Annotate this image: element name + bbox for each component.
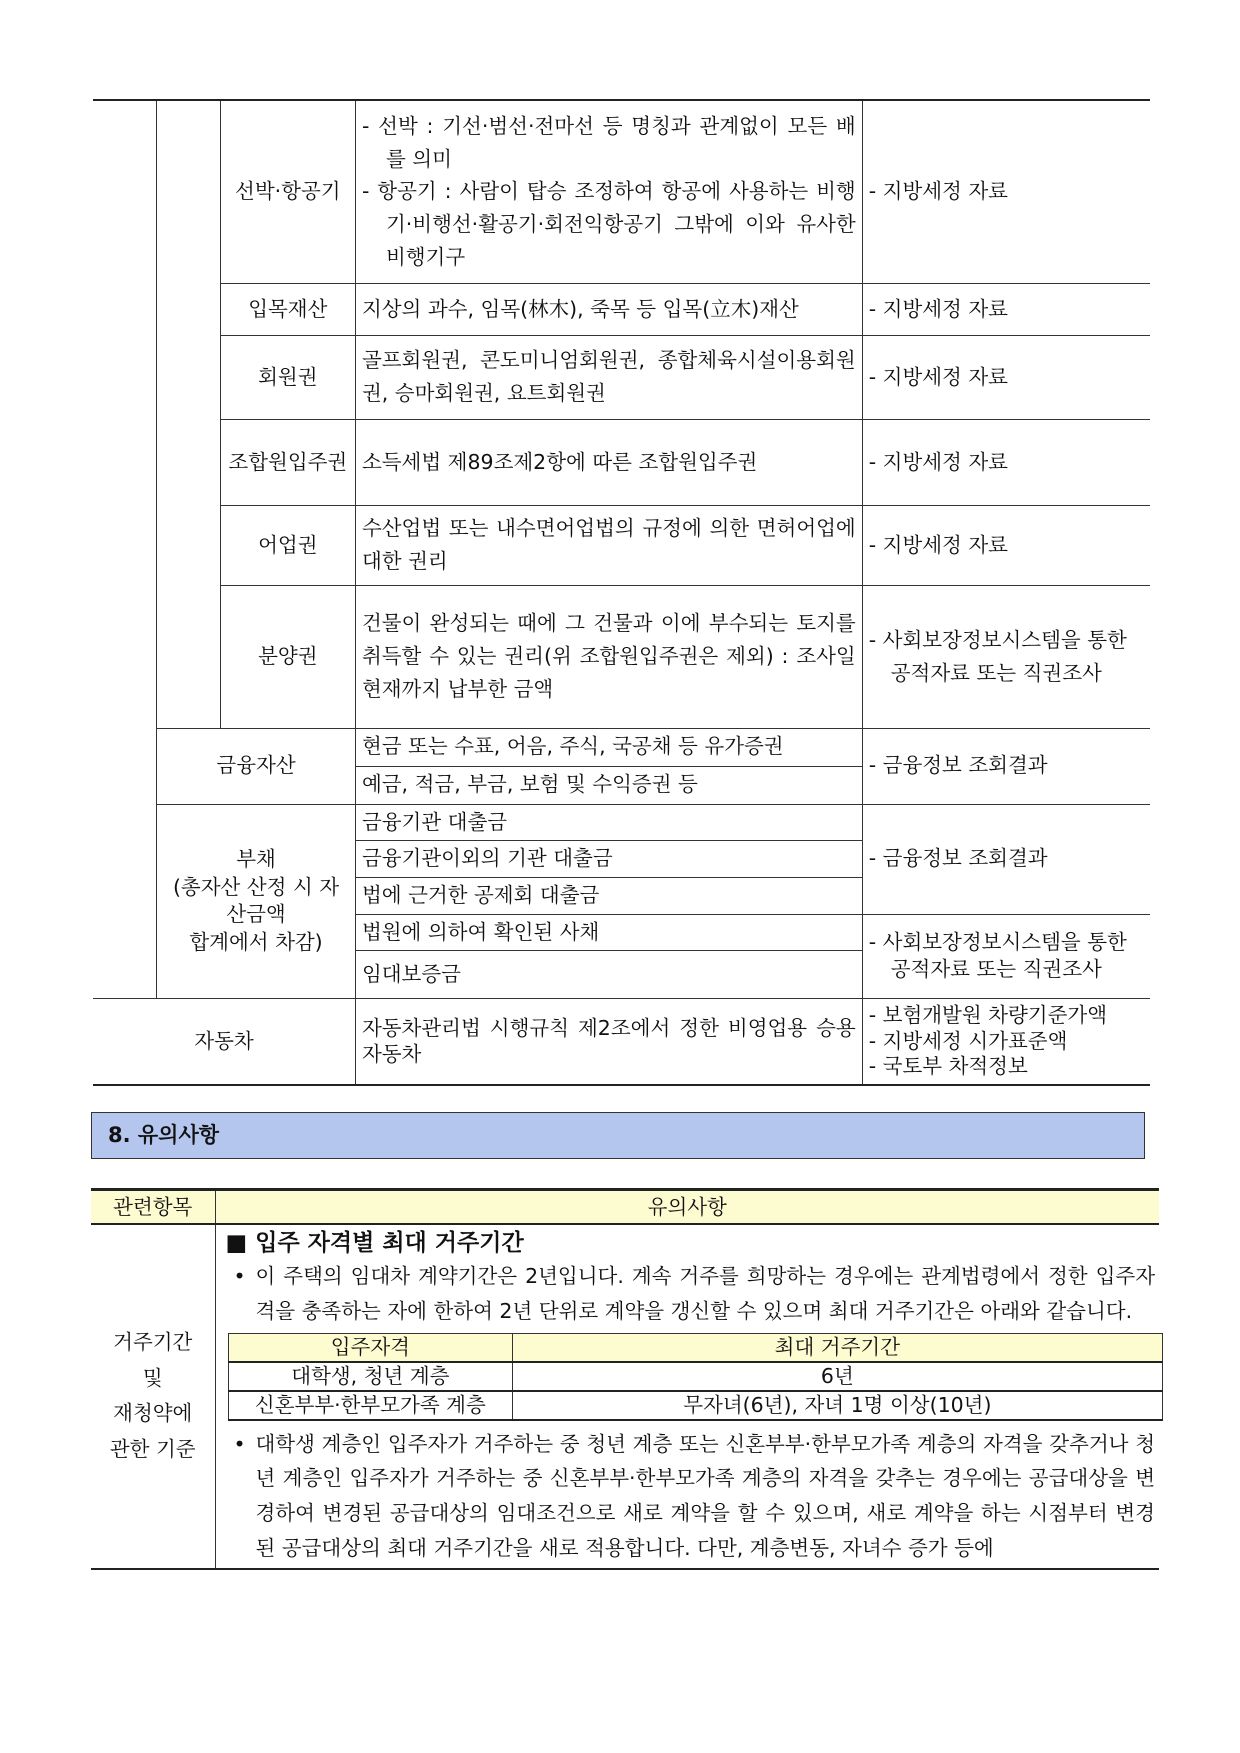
bullet-text: 이 주택의 임대차 계약기간은 2년입니다. 계속 거주를 희망하는 경우에는 관계법령에서 정한 입주자격을 충족하는 자에 한하여 2년 단위로 계약을 갱신할 수 있으며 최대 거주기간은 아래와 같습니다. (255, 1263, 1155, 1323)
description-line: - 선박 : 기선·범선·전마선 등 명칭과 관계없이 모든 배를 의미 (361, 113, 856, 171)
item-label: 회원권 (220, 335, 355, 419)
data-source: - 금융정보 조회결과 (862, 728, 1150, 804)
debt-item: 법원에 의하여 확인된 사채 (355, 914, 862, 951)
blank-cell (93, 728, 157, 999)
data-source (862, 585, 1150, 728)
blank-cell (93, 100, 157, 728)
table-header-row (91, 1190, 1159, 1225)
bullet-paragraph (226, 1427, 1156, 1566)
data-source: - 지방세정 자료 (862, 335, 1150, 419)
table-cell: 무자녀(6년), 자녀 1명 이상(10년) (513, 1391, 1162, 1420)
item-label: 조합원입주권 (220, 419, 355, 505)
car-label: 자동차 (93, 999, 355, 1085)
data-source: - 금융정보 조회결과 (862, 804, 1150, 914)
section-title: 8. 유의사항 (91, 1112, 1145, 1159)
item-description (355, 100, 862, 283)
section-heading: ■ 입주 자격별 최대 거주기간 (225, 1230, 524, 1256)
data-source: - 지방세정 자료 (862, 419, 1150, 505)
bullet-text: 대학생 계층인 입주자가 거주하는 중 청년 계층 또는 신혼부부·한부모가족 계층의 자격을 갖추거나 청년 계층인 입주자가 거주하는 중 신혼부부·한부모가족 계층의 자격을 갖추는 경우에는 공급대상을 변경하여 변경된 공급대상의 임대조건으로 새로 계약을 할 수 있으며, 새로 계약을 하는 시점부터 변경된 공급대상의 최대 거주기간을 새로 적용합니다. 다만, 계층변동, 자녀수 증가 등에 (255, 1431, 1155, 1561)
asset-table (93, 99, 1150, 1086)
bullet-icon: • (233, 1263, 246, 1288)
item-description: 지상의 과수, 임목(林木), 죽목 등 입목(立木)재산 (355, 283, 862, 335)
item-label: 거주기간 및 재청약에 관한 기준 (91, 1224, 215, 1569)
data-source (862, 914, 1150, 999)
source-text: - 지방세정 시가표준액 (868, 1028, 1068, 1053)
item-label: 입목재산 (220, 283, 355, 335)
financial-label: 금융자산 (157, 728, 356, 804)
bullet-paragraph (226, 1259, 1156, 1329)
table-row (93, 335, 1150, 419)
data-source: - 지방세정 자료 (862, 100, 1150, 283)
notes-content (215, 1224, 1159, 1569)
table-row (93, 283, 1150, 335)
column-header: 최대 거주기간 (513, 1333, 1162, 1362)
table-row (91, 1224, 1159, 1569)
item-description: 건물이 완성되는 때에 그 건물과 이에 부수되는 토지를 취득할 수 있는 권리(위 조합원입주권은 제외) : 조사일 현재까지 납부한 금액 (355, 585, 862, 728)
debt-item: 금융기관이외의 기관 대출금 (355, 841, 862, 878)
item-description: 골프회원권, 콘도미니엄회원권, 종합체육시설이용회원권, 승마회원권, 요트회원권 (355, 335, 862, 419)
debt-item: 임대보증금 (355, 951, 862, 999)
source-text: - 사회보장정보시스템을 통한 공적자료 또는 직권조사 (868, 627, 1127, 685)
item-description: 수산업법 또는 내수면어업법의 규정에 의한 면허어업에 대한 권리 (355, 505, 862, 585)
debt-label: 부채 (총자산 산정 시 자산금액 합계에서 차감) (157, 804, 356, 999)
notes-table (91, 1188, 1159, 1570)
description-line: - 항공기 : 사람이 탑승 조정하여 항공에 사용하는 비행기·비행선·활공기·회전익항공기 그밖에 이와 유사한 비행기구 (361, 179, 856, 269)
header-related-item: 관련항목 (91, 1190, 215, 1225)
table-row (228, 1391, 1162, 1420)
item-label: 분양권 (220, 585, 355, 728)
debt-item: 법에 근거한 공제회 대출금 (355, 877, 862, 914)
table-header-row (228, 1333, 1162, 1362)
column-header: 입주자격 (228, 1333, 513, 1362)
table-row (228, 1362, 1162, 1391)
table-row (93, 585, 1150, 728)
bullet-icon: • (233, 1431, 246, 1456)
header-notes: 유의사항 (215, 1190, 1159, 1225)
table-row (93, 100, 1150, 283)
car-description: 자동차관리법 시행규칙 제2조에서 정한 비영업용 승용자동차 (355, 999, 862, 1085)
table-cell: 대학생, 청년 계층 (228, 1362, 513, 1391)
item-label: 어업권 (220, 505, 355, 585)
table-row (93, 999, 1150, 1085)
blank-cell (157, 100, 221, 728)
debt-item: 금융기관 대출금 (355, 804, 862, 841)
item-label: 선박·항공기 (220, 100, 355, 283)
data-source: - 지방세정 자료 (862, 505, 1150, 585)
item-description: 소득세법 제89조제2항에 따른 조합원입주권 (355, 419, 862, 505)
source-text: - 사회보장정보시스템을 통한 공적자료 또는 직권조사 (868, 929, 1127, 982)
table-cell: 신혼부부·한부모가족 계층 (228, 1391, 513, 1420)
source-text: - 국토부 차적정보 (868, 1054, 1028, 1079)
table-row (93, 505, 1150, 585)
financial-item: 현금 또는 수표, 어음, 주식, 국공채 등 유가증권 (355, 728, 862, 766)
table-row (93, 419, 1150, 505)
table-cell: 6년 (513, 1362, 1162, 1391)
financial-item: 예금, 적금, 부금, 보험 및 수익증권 등 (355, 766, 862, 804)
table-row (93, 728, 1150, 766)
source-text: - 보험개발원 차량기준가액 (868, 1003, 1107, 1028)
data-source (862, 999, 1150, 1085)
period-table (228, 1333, 1163, 1421)
data-source: - 지방세정 자료 (862, 283, 1150, 335)
table-row (93, 804, 1150, 841)
